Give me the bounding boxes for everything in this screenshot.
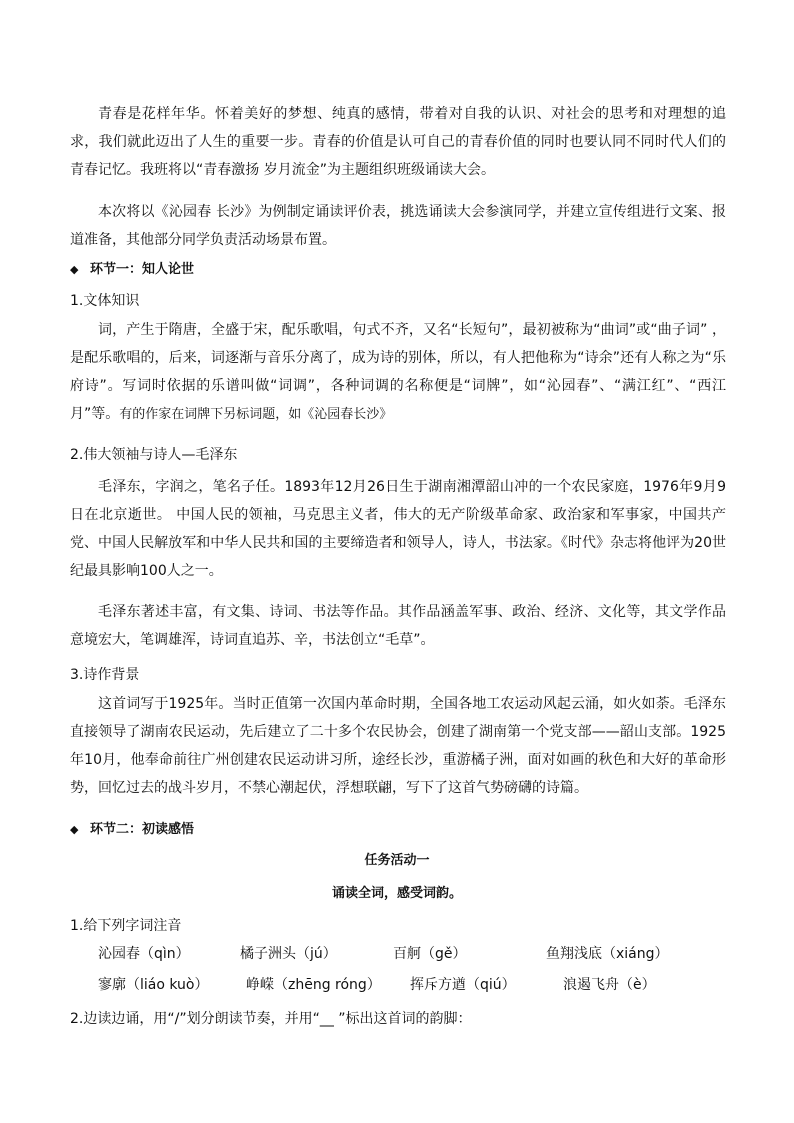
question-2-title: 2.边读边诵，用“/”划分朗读节奏，并用“__ ”标出这首词的韵脚：	[70, 1011, 472, 1027]
subsection-3-text: 这首词写于1925年。当时正值第一次国内革命时期，全国各地工农运动风起云涌，如火如荼。毛泽东直接领导了湖南农民运动，先后建立了二十多个农民协会，创建了湖南第一个党支部——韶山支部。1925年10月，他奉命前往广州创建农民运动讲习所，途经长沙，重游橘子洲，面对如画的秋色和大好的革命形势，回忆过去的战斗岁月，不禁心潮起伏，浮想联翩，写下了这首气势磅礴的诗篇。	[70, 696, 726, 796]
pinyin-item: 峥嵘（zhēng róng）	[246, 977, 381, 993]
pinyin-item: 沁园春（qìn）	[98, 946, 190, 962]
section-2-title: 环节二：初读感悟	[90, 822, 195, 837]
intro-paragraph-2: 本次将以《沁园春 长沙》为例制定诵读评价表，挑选诵读大会参演同学，并建立宣传组进行文案、报道准备，其他部分同学负责活动场景布置。	[70, 204, 726, 248]
task-subtitle: 诵读全词，感受词韵。	[331, 886, 462, 901]
diamond-bullet-icon: ◆	[70, 263, 79, 276]
question-1-title: 1.给下列字词注音	[70, 918, 182, 934]
subsection-3-title: 3.诗作背景	[70, 667, 140, 683]
subsection-1-text	[70, 316, 726, 429]
pinyin-item: 浪遏飞舟（è）	[563, 977, 656, 993]
section-1-title: 环节一：知人论世	[90, 262, 195, 277]
diamond-bullet-icon: ◆	[70, 823, 79, 836]
pinyin-item: 挥斥方遒（qiú）	[410, 977, 516, 993]
subsection-2-paragraph-2: 毛泽东著述丰富，有文集、诗词、书法等作品。其作品涵盖军事、政治、经济、文化等，其文学作品意境宏大，笔调雄浑，诗词直追苏、辛，书法创立“毛草”。	[70, 604, 726, 648]
section-2-heading	[70, 816, 726, 844]
subsection-2-paragraph-1: 毛泽东，字润之，笔名子任。1893年12月26日生于湖南湘潭韶山冲的一个农民家庭，1976年9月9日在北京逝世。 中国人民的领袖，马克思主义者，伟大的无产阶级革命家、政治家和军事家，中国共产党、中国人民解放军和中华人民共和国的主要缔造者和领导人，诗人，书法家。《时代》杂志将他评为20世纪最具影响100人之一。	[70, 479, 726, 579]
subsection-1-title: 1.文体知识	[70, 293, 140, 309]
pinyin-item: 鱼翔浅底（xiáng）	[546, 946, 669, 962]
pinyin-item: 橘子洲头（jú）	[240, 946, 337, 962]
intro-paragraph-1: 青春是花样年华。怀着美好的梦想、纯真的感情，带着对自我的认识、对社会的思考和对理想的追求，我们就此迈出了人生的重要一步。青春的价值是认可自己的青春价值的同时也要认同不同时代人们的青春记忆。我班将以“青春激扬 岁月流金”为主题组织班级诵读大会。	[70, 106, 726, 178]
pinyin-item: 寥廓（liáo kuò）	[98, 977, 209, 993]
subsection-1-body: 词，产生于隋唐，全盛于宋，配乐歌唱，句式不齐，又名“长短句”，最初被称为“曲词”或“曲子词” ，是配乐歌唱的，后来，词逐渐与音乐分离了，成为诗的别体，所以，有人把他称为“诗余”还有人称之为“乐府诗”。写词时依据的乐谱叫做“词调”，各种词调的名称便是“词牌”，如“沁园春”、“满江红”、“西江月”等。	[70, 322, 726, 422]
section-1-heading	[70, 256, 726, 284]
pinyin-item: 百舸（gě）	[393, 946, 467, 962]
task-title: 任务活动一	[364, 853, 430, 868]
subsection-2-title: 2.伟大领袖与诗人—毛泽东	[70, 447, 238, 463]
subsection-1-tail: 有的作家在词牌下另标词题，如《沁园春长沙》	[119, 407, 393, 422]
